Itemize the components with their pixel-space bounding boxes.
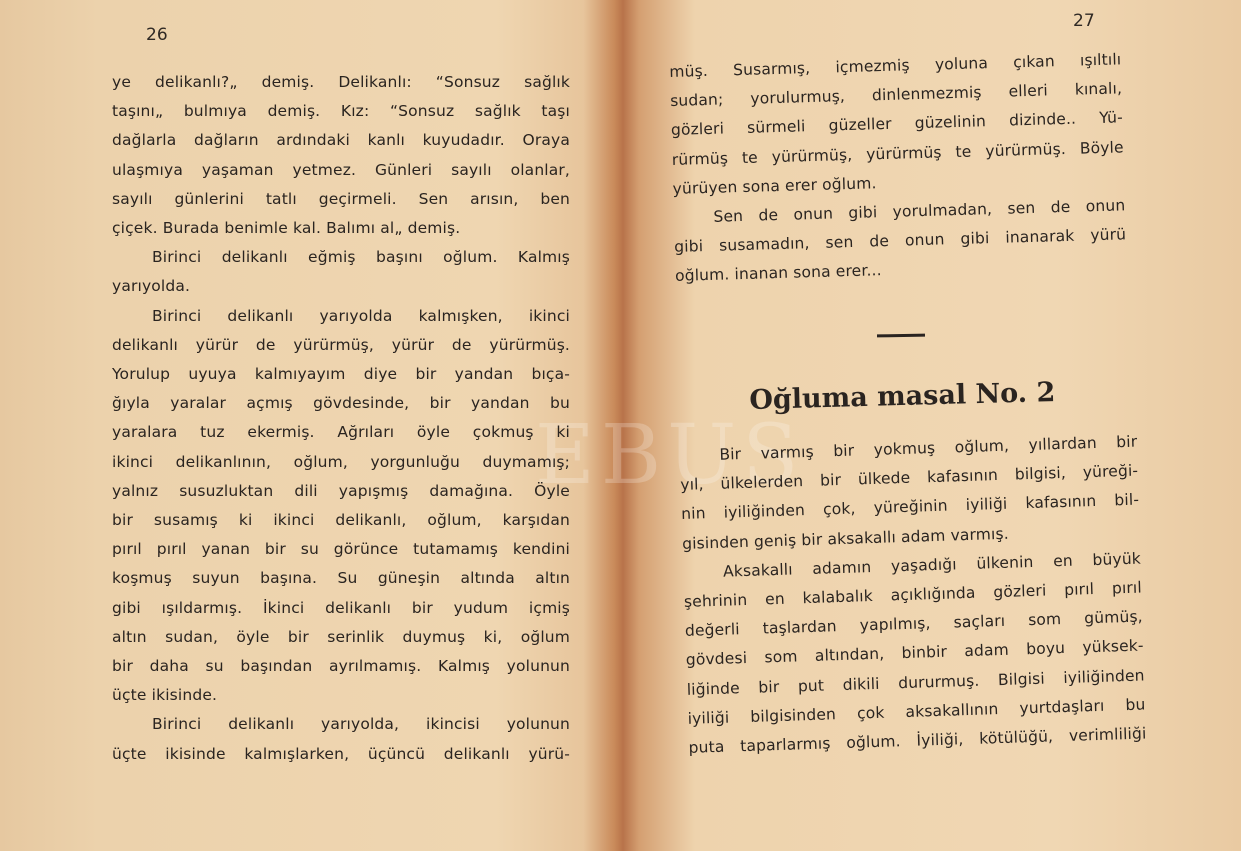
text-line: taşını„ bulmıya demiş. Kız: “Sonsuz sağlık taşı: [112, 102, 570, 121]
text-line: Birinci delikanlı yarıyolda, ikincisi yolunun: [152, 715, 570, 734]
text-line: bir daha su başından ayrılmamış. Kalmış yolunun: [112, 657, 570, 676]
text-line: yıl, ülkelerden bir ülkede kafasının bilgisi, yüreği-: [680, 461, 1139, 495]
text-line: yaralara tuz ekermiş. Ağrıları öyle çokmuş ki: [112, 423, 570, 442]
right-page-text-bottom: [679, 428, 1147, 763]
text-line: gibi susamadın, sen de onun gibi inanarak yürü: [674, 225, 1127, 257]
text-line: bir susamış ki ikinci delikanlı, oğlum, karşıdan: [112, 511, 570, 530]
text-line: Bir varmış bir yokmuş oğlum, yıllardan bir: [719, 432, 1138, 464]
text-line: oğlum. inanan sona erer...: [674, 261, 882, 286]
text-line: nin iyiliğinden çok, yüreğinin iyiliği kafasının bil-: [680, 490, 1140, 524]
text-line: ulaşmıya yaşaman yetmez. Günleri sayılı olanlar,: [112, 160, 570, 179]
text-line: ye delikanlı?„ demiş. Delikanlı: “Sonsuz sağlık: [112, 73, 570, 91]
text-line: üçte ikisinde.: [112, 686, 218, 705]
text-line: Yorulup uyuya kalmıyayım diye bir yandan bıça-: [112, 365, 570, 384]
page-number-right: 27: [1073, 11, 1095, 31]
text-line: çiçek. Burada benimle kal. Balımı al„ demiş.: [112, 219, 461, 238]
left-page-text: [112, 68, 570, 769]
text-line: gisinden geniş bir aksakallı adam varmış.: [681, 524, 1010, 553]
text-line: Birinci delikanlı eğmiş başını oğlum. Kalmış: [152, 248, 570, 267]
page-number-left: 26: [146, 25, 168, 45]
right-page-text-top: [669, 45, 1127, 291]
left-page: [0, 0, 620, 851]
text-line: koşmuş suyun başına. Su güneşin altında altın: [112, 569, 570, 588]
text-line: Birinci delikanlı yarıyolda kalmışken, ikinci: [152, 306, 570, 325]
text-line: şehrinin en kalabalık açıklığında gözleri pırıl pırıl: [683, 578, 1143, 611]
right-page: [621, 0, 1241, 851]
text-line: Sen de onun gibi yorulmadan, sen de onun: [713, 196, 1126, 226]
text-line: yarıyolda.: [112, 277, 191, 296]
text-line: değerli taşlardan yapılmış, saçları som gümüş,: [684, 607, 1144, 641]
text-line: altın sudan, öyle bir serinlik duymuş ki, oğlum: [112, 627, 570, 646]
text-line: sudan; yorulurmuş, dinlenmezmiş elleri kınalı,: [669, 79, 1123, 111]
text-line: yalnız susuzluktan dili yapışmış damağına. Öyle: [112, 481, 570, 500]
section-divider: [877, 334, 925, 338]
text-line: gibi ışıldarmış. İkinci delikanlı bir yudum içmiş: [112, 598, 570, 617]
text-line: puta taparlarmış oğlum. İyiliği, kötülüğü, verimliliği: [688, 724, 1147, 757]
watermark: EBUS: [535, 408, 805, 503]
text-line: Aksakallı adamın yaşadığı ülkenin en büyük: [722, 549, 1142, 581]
text-line: müş. Susarmış, içmezmiş yoluna çıkan ışıltılı: [669, 50, 1122, 81]
text-line: rürmüş te yürürmüş, yürürmüş te yürürmüş. Böyle: [671, 137, 1124, 169]
text-line: gövdesi som altından, binbir adam boyu yüksek-: [685, 636, 1144, 670]
text-line: delikanlı yürür de yürürmüş, yürür de yürürmüş.: [112, 335, 570, 354]
text-line: liğinde bir put dikili dururmuş. Bilgisi iyiliğinden: [686, 666, 1145, 699]
text-line: iyiliği bilgisinden çok aksakallının yurtdaşları bu: [687, 695, 1146, 728]
text-line: dağlarla dağların ardındaki kanlı kuyudadır. Oraya: [112, 131, 570, 150]
text-line: pırıl pırıl yanan bir su görünce tutamamış kendini: [112, 540, 570, 559]
text-line: yürüyen sona erer oğlum.: [672, 174, 877, 198]
text-line: gözleri sürmeli güzeller güzelinin dizinde.. Yü-: [670, 108, 1124, 140]
text-line: üçte ikisinde kalmışlarken, üçüncü delikanlı yürü-: [112, 744, 570, 763]
text-line: ğıyla yaralar açmış gövdesinde, bir yandan bu: [112, 394, 570, 413]
text-line: sayılı günlerini tatlı geçirmeli. Sen arısın, ben: [112, 189, 570, 208]
text-line: ikinci delikanlının, oğlum, yorgunluğu duymamış;: [112, 452, 570, 471]
section-heading: Oğluma masal No. 2: [749, 376, 1056, 416]
